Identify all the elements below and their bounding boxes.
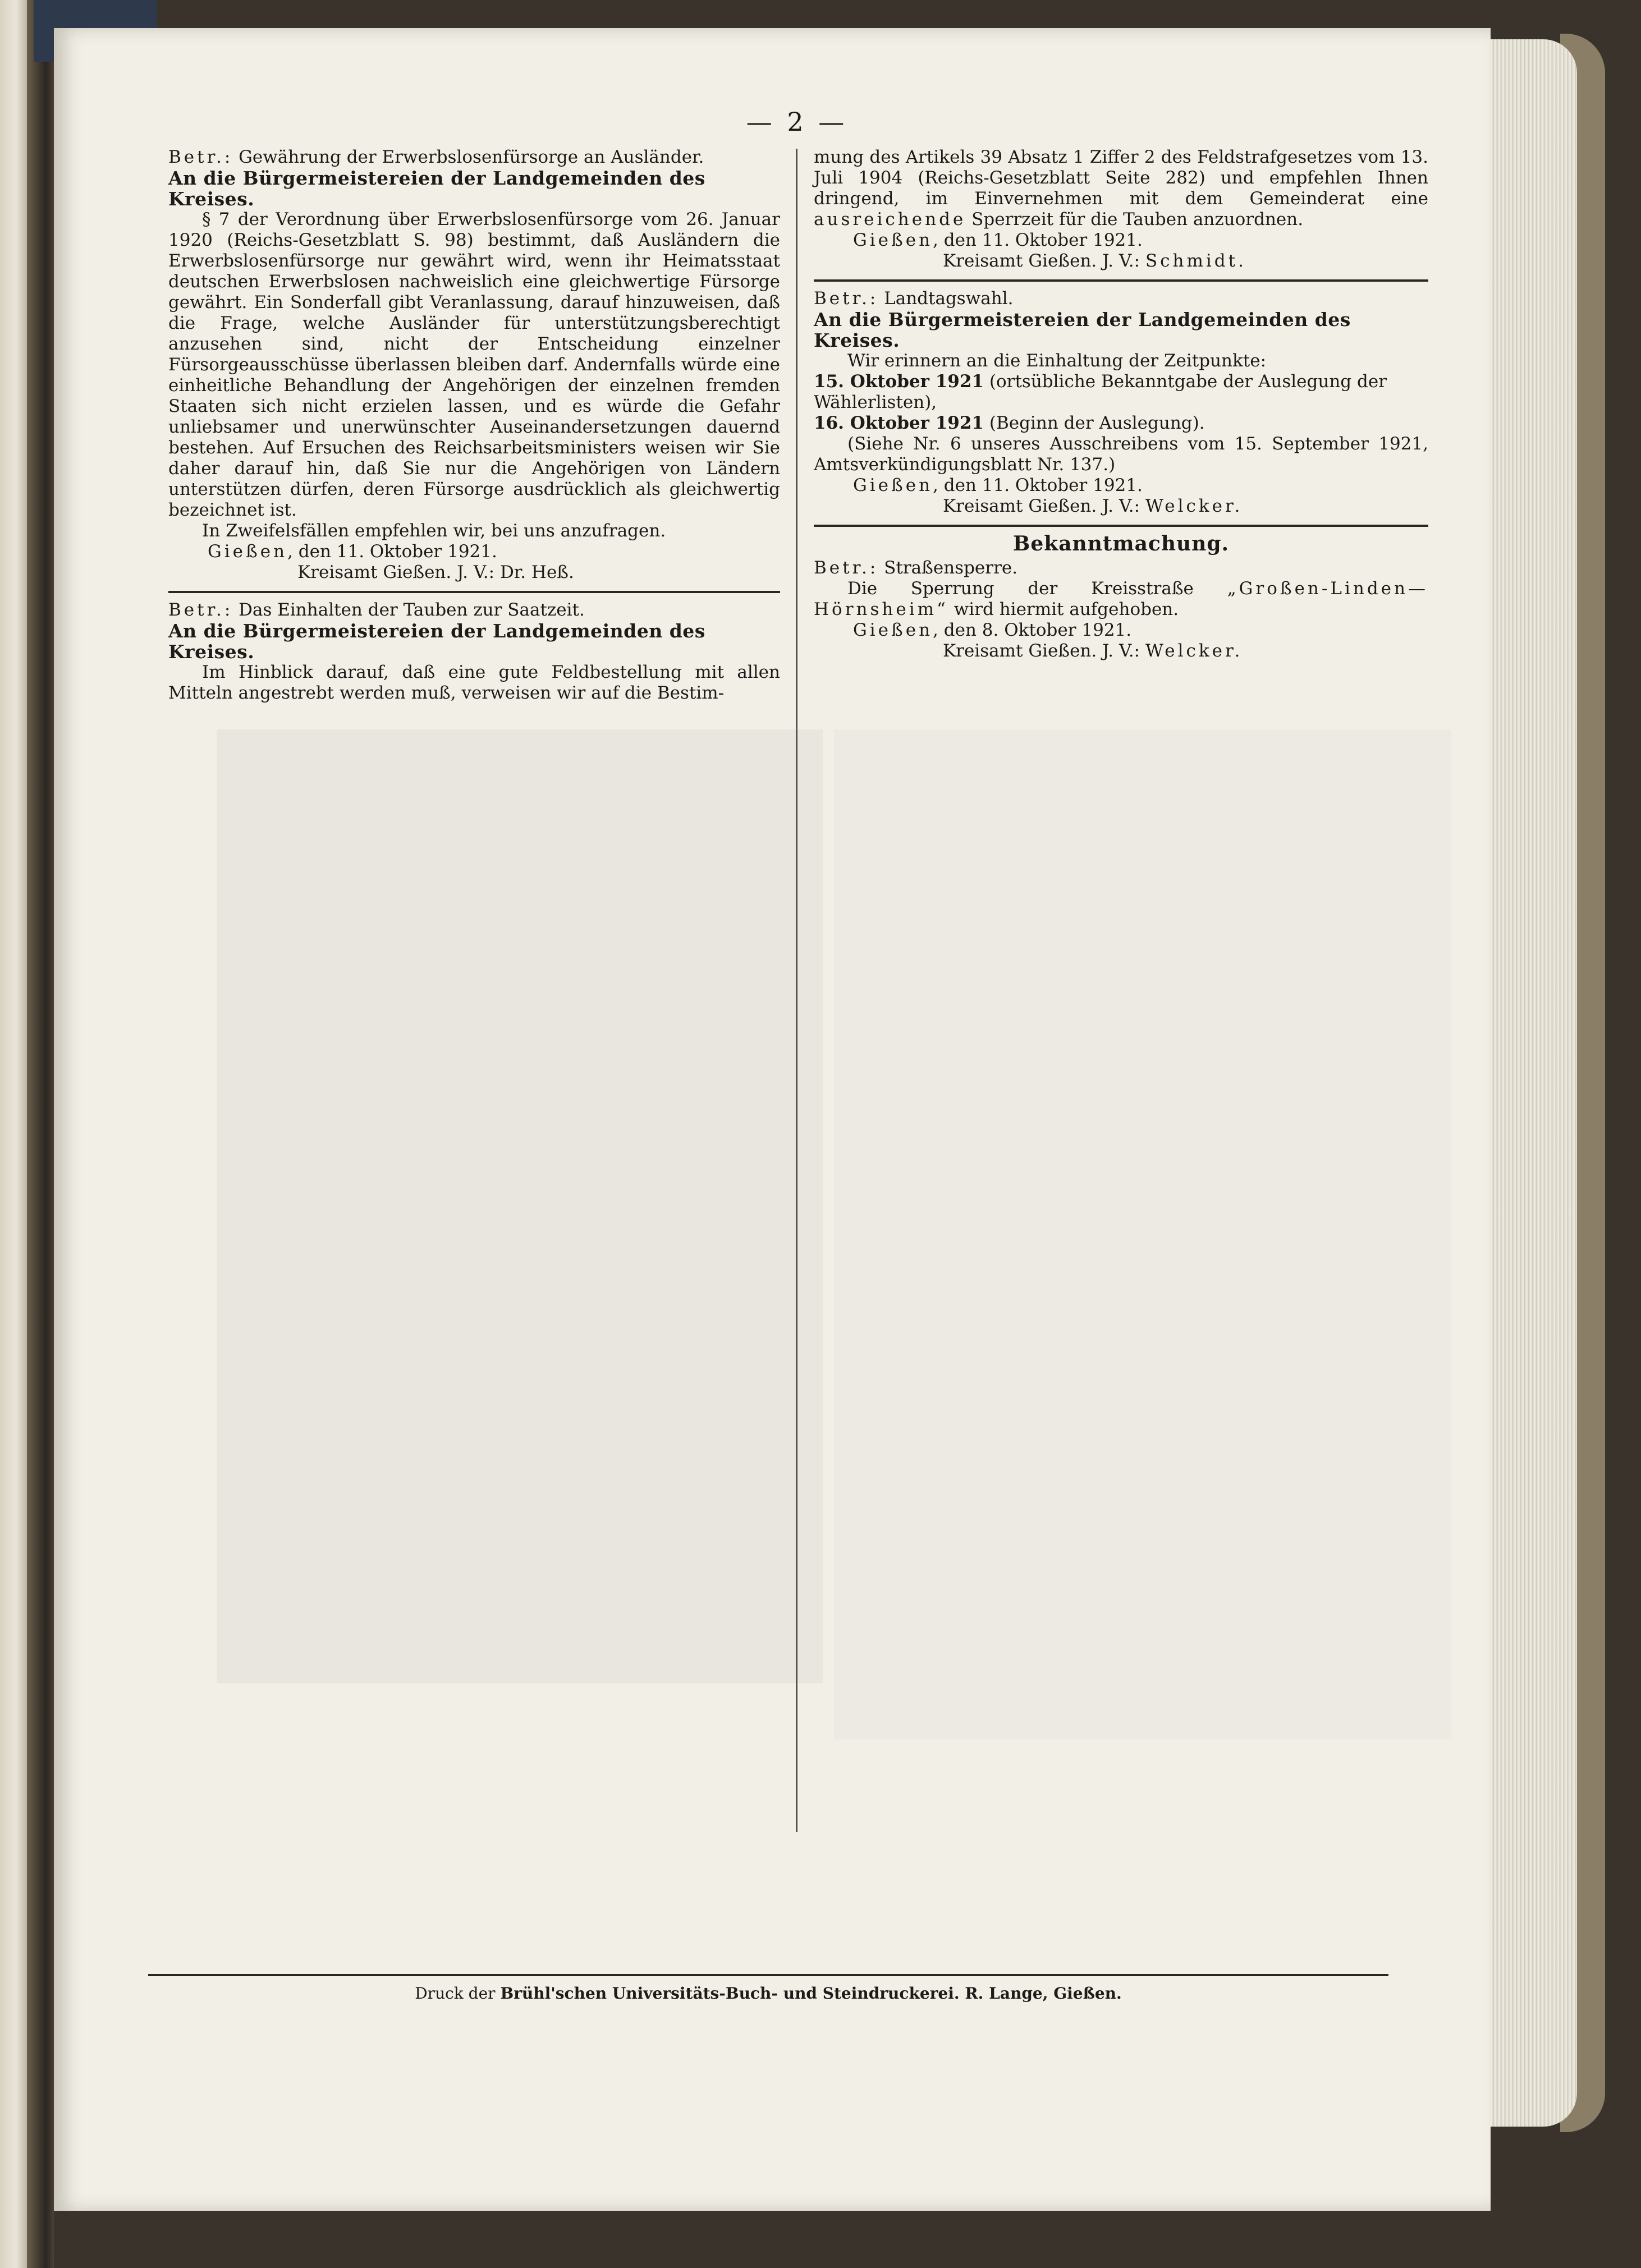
body-part: Die Sperrung der Kreisstraße — [847, 579, 1227, 599]
signature-office: Kreisamt Gießen. J. V.: — [943, 496, 1145, 516]
deadline-text: (Beginn der Auslegung). — [984, 413, 1205, 433]
date-text: , den 11. Oktober 1921. — [287, 541, 497, 562]
date-text: , den 8. Oktober 1921. — [933, 620, 1132, 640]
imprint-publisher: Brühl'schen Universitäts-Buch- und Steindruckerei. R. Lange, Gießen. — [500, 1984, 1122, 2003]
body-part: Sperrzeit für die Tauben anzuordnen. — [966, 209, 1304, 229]
date-line — [814, 230, 1428, 251]
subject-text: Landtagswahl. — [878, 288, 1014, 309]
left-column — [168, 147, 780, 704]
deadline-entry — [814, 371, 1428, 413]
date-line — [168, 541, 780, 562]
deadline-entry — [814, 413, 1428, 434]
imprint-prefix: Druck der — [415, 1984, 501, 2003]
addressee-heading: An die Bürgermeistereien der Landgemeinden des Kreises. — [814, 309, 1351, 351]
addressee-heading: An die Bürgermeistereien der Landgemeinden des Kreises. — [168, 620, 705, 663]
notice-road-closure — [814, 534, 1428, 662]
signature-office: Kreisamt Gießen. J. V.: — [297, 562, 500, 582]
column-divider — [796, 149, 797, 1832]
section-rule — [814, 525, 1428, 527]
body-part: mung des Artikels 39 Absatz 1 Ziffer 2 des Feldstrafgesetzes vom 13. Juli 1904 (Reichs-Gesetzblatt Seite 282) und empfehlen Ihnen dringend, im Einvernehmen mit dem Gemeinderat eine — [814, 147, 1428, 209]
notice-body: Im Hinblick darauf, daß eine gute Feldbestellung mit allen Mitteln angestrebt werden muß, verweisen wir auf die Bestim- — [168, 662, 780, 703]
subject-text: Das Einhalten der Tauben zur Saatzeit. — [233, 600, 585, 620]
date-text: , den 11. Oktober 1921. — [933, 230, 1143, 250]
notice-state-election — [814, 288, 1428, 517]
bleed-through-right — [834, 729, 1451, 1739]
notice-unemployment-aid — [168, 147, 780, 583]
deadline-date: 15. Oktober 1921 — [814, 371, 984, 392]
notice-intro: Wir erinnern an die Einhaltung der Zeitpunkte: — [847, 351, 1267, 371]
addressee-heading: An die Bürgermeistereien der Landgemeinden des Kreises. — [168, 167, 705, 210]
date-city: Gießen — [853, 475, 933, 495]
subject-text: Straßensperre. — [878, 558, 1018, 578]
subject-label: Betr.: — [814, 558, 879, 578]
footer-rule — [148, 1974, 1388, 1976]
previous-page-edge — [0, 0, 27, 2268]
bleed-through-left — [217, 729, 823, 1683]
signature-line — [168, 562, 780, 583]
notice-body-closing: In Zweifelsfällen empfehlen wir, bei uns anzufragen. — [202, 521, 666, 541]
body-emphasis: ausreichende — [814, 209, 966, 229]
signature-name: Welcker. — [1145, 641, 1243, 661]
signature-name: Welcker. — [1145, 496, 1243, 516]
date-line — [814, 475, 1428, 496]
signature-office: Kreisamt Gießen. J. V.: — [943, 641, 1145, 661]
subject-label: Betr.: — [814, 288, 879, 309]
body-part: wird hiermit aufgehoben. — [948, 599, 1179, 619]
subject-text: Gewährung der Erwerbslosenfürsorge an Ausländer. — [233, 147, 704, 167]
notice-body — [814, 147, 1428, 230]
announcement-title: Bekanntmachung. — [1012, 532, 1230, 555]
subject-line — [814, 558, 1428, 579]
signature-line — [814, 496, 1428, 517]
date-city: Gießen — [853, 620, 933, 640]
notice-pigeons-continued — [814, 147, 1428, 272]
reference-note: (Siehe Nr. 6 unseres Ausschreibens vom 15. September 1921, Amtsverkündigungsblatt Nr. 137.) — [814, 434, 1428, 475]
section-rule — [814, 279, 1428, 282]
page-number: — 2 — — [746, 107, 848, 137]
printer-imprint — [148, 1984, 1388, 2003]
signature-office: Kreisamt Gießen. J. V.: — [943, 251, 1145, 271]
book-spine — [27, 0, 54, 2268]
notice-body — [814, 579, 1428, 620]
signature-line — [814, 641, 1428, 662]
notice-pigeons — [168, 600, 780, 704]
subject-label: Betr.: — [168, 147, 233, 167]
date-text: , den 11. Oktober 1921. — [933, 475, 1143, 495]
page-stack-edge — [1482, 39, 1577, 2127]
date-city: Gießen — [208, 541, 288, 562]
subject-line — [168, 147, 780, 168]
deadline-date: 16. Oktober 1921 — [814, 413, 984, 433]
signature-name: Schmidt. — [1145, 251, 1246, 271]
deadline-text: (ortsübliche Bekanntgabe der Auslegung der Wählerlisten), — [814, 371, 1387, 412]
section-rule — [168, 591, 780, 593]
subject-line — [168, 600, 780, 621]
date-city: Gießen — [853, 230, 933, 250]
right-column — [814, 147, 1428, 662]
subject-line — [814, 288, 1428, 309]
body-emphasis: „Großen-Linden—Hörnsheim“ — [814, 579, 1428, 619]
signature-line — [814, 251, 1428, 272]
notice-body: § 7 der Verordnung über Erwerbslosenfürsorge vom 26. Januar 1920 (Reichs-Gesetzblatt S. 98) bestimmt, daß Ausländern die Erwerbslosenfürsorge nur gewährt wird, wenn ihr Heimatsstaat deutschen Erwerbslosen nachweislich eine gleichwertige Fürsorge gewährt. Ein Sonderfall gibt Veranlassung, darauf hinzuweisen, daß die Frage, welche Ausländer für unterstützungsberechtigt anzusehen sind, nicht der Entscheidung einzelner Fürsorgeausschüsse überlassen bleiben darf. Andernfalls würde eine einheitliche Behandlung der Angehörigen der einzelnen fremden Staaten sich nicht erzielen lassen, und es würde die Gefahr unliebsamer und unerwünschter Auseinandersetzungen dauernd bestehen. Auf Ersuchen des Reichsarbeitsministers weisen wir Sie daher darauf hin, daß Sie nur die Angehörigen von Ländern unterstützen dürfen, deren Fürsorge ausdrücklich als gleichwertig bezeichnet ist. — [168, 209, 780, 520]
signature-name: Dr. Heß. — [499, 562, 574, 582]
date-line — [814, 620, 1428, 641]
subject-label: Betr.: — [168, 600, 233, 620]
